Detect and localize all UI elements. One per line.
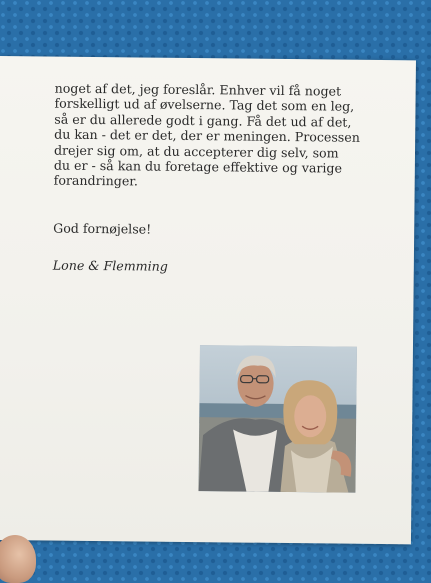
letter-paragraph: noget af det, jeg foreslår. Enhver vil få noget forskelligt ud af øvelserne. Tag det som en leg, så er du allerede godt i gang. Få det ud af det, du kan - det er det, der er meningen. Processen drejer sig om, at du accepterer dig selv, som du er - så kan du foretage effektive og varige forandringer. — [54, 81, 385, 192]
booklet-page — [0, 56, 416, 544]
couple-photo-image — [198, 345, 357, 493]
couple-photo — [198, 345, 357, 493]
signature: Lone & Flemming — [53, 258, 168, 274]
greeting: God fornøjelse! — [53, 221, 151, 237]
finger-tip — [0, 535, 36, 583]
